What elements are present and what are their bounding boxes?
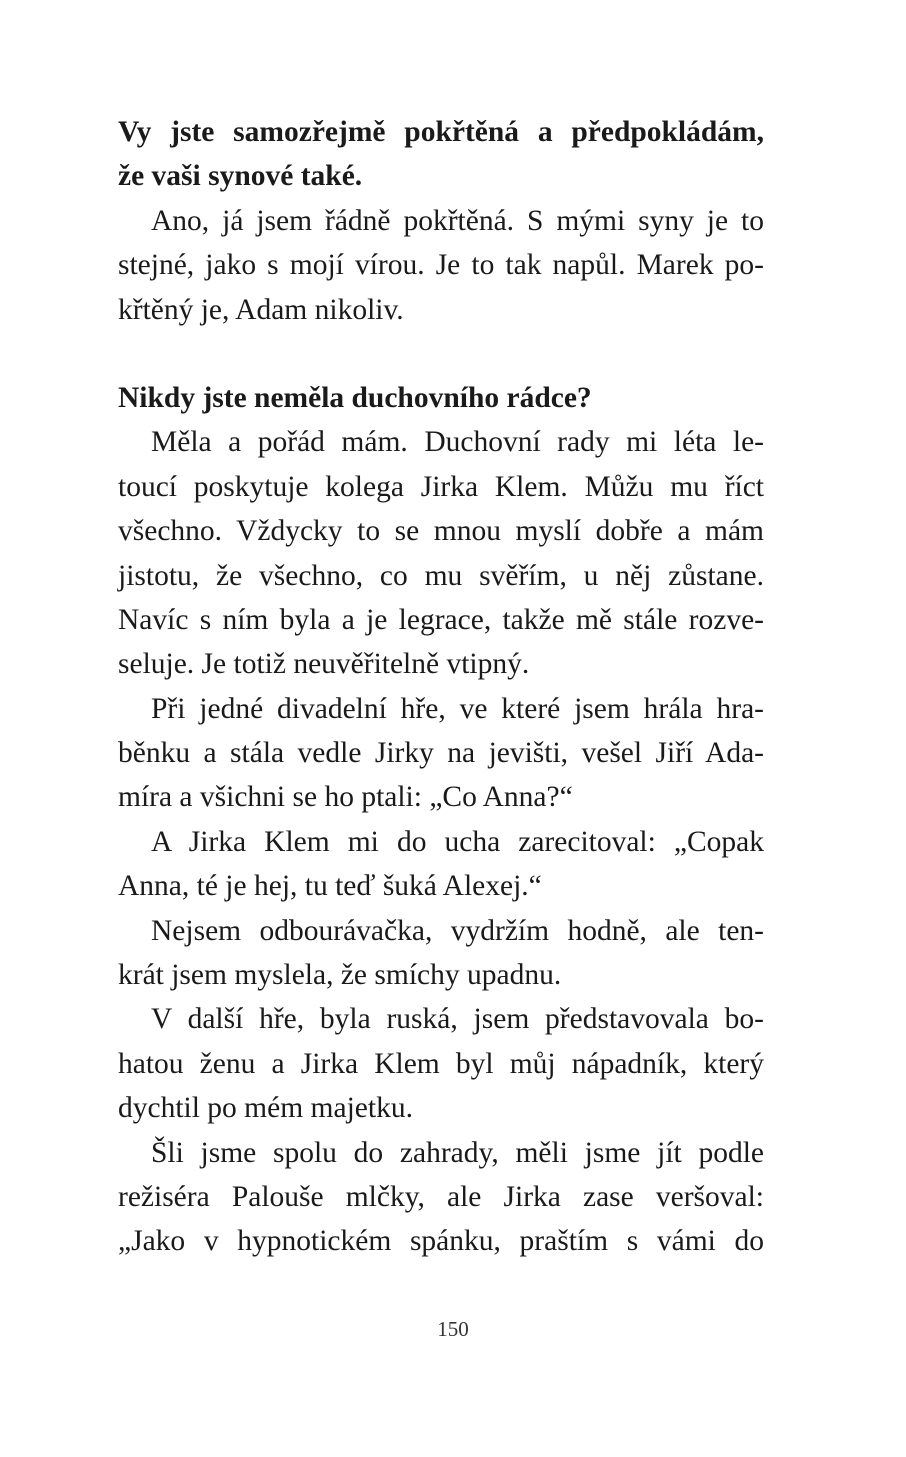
text-line: Šli jsme spolu do zahrady, měli jsme jít podle bbox=[151, 1136, 764, 1169]
text-line: „Jako v hypnotickém spánku, praštím s vámi do bbox=[118, 1225, 764, 1258]
text-line: Nejsem odbourávačka, vydržím hodně, ale ten- bbox=[151, 914, 764, 947]
answer-paragraph bbox=[118, 420, 764, 686]
answer-paragraph bbox=[118, 199, 764, 332]
text-line: krát jsem myslela, že smíchy upadnu. bbox=[118, 959, 562, 992]
text-line: Navíc s ním byla a je legrace, takže mě stále rozve- bbox=[118, 603, 764, 636]
text-line: dychtil po mém majetku. bbox=[118, 1092, 413, 1125]
text-line: Při jedné divadelní hře, ve které jsem hrála hra- bbox=[151, 692, 764, 725]
page-number: 150 bbox=[437, 1317, 469, 1341]
text-line: V další hře, byla ruská, jsem představovala bo- bbox=[151, 1003, 764, 1036]
answer-paragraph bbox=[118, 1131, 764, 1264]
text-line: stejné, jako s mojí vírou. Je to tak napůl. Marek po- bbox=[118, 249, 764, 282]
answer-paragraph bbox=[118, 820, 764, 909]
text-line: hatou ženu a Jirka Klem byl můj nápadník, který bbox=[118, 1047, 764, 1080]
answer-paragraph bbox=[118, 909, 764, 998]
text-line: Nikdy jste neměla duchovního rádce? bbox=[118, 381, 592, 414]
answer-paragraph bbox=[118, 997, 764, 1130]
text-line: A Jirka Klem mi do ucha zarecitoval: „Copak bbox=[151, 825, 764, 858]
interview-question bbox=[118, 376, 764, 420]
text-line: toucí poskytuje kolega Jirka Klem. Můžu mu říct bbox=[118, 470, 764, 503]
text-line: že vaši synové také. bbox=[118, 160, 363, 193]
text-line: režiséra Palouše mlčky, ale Jirka zase veršoval: bbox=[118, 1180, 764, 1213]
text-line: míra a všichni se ho ptali: „Co Anna?“ bbox=[118, 781, 573, 814]
text-line: Vy jste samozřejmě pokřtěná a předpokládám, bbox=[118, 116, 764, 148]
text-line: všechno. Vždycky to se mnou myslí dobře a mám bbox=[118, 515, 764, 548]
text-line: Anna, té je hej, tu teď šuká Alexej.“ bbox=[118, 870, 542, 903]
text-line: seluje. Je totiž neuvěřitelně vtipný. bbox=[118, 648, 530, 681]
interview-question bbox=[118, 110, 764, 199]
text-line: běnku a stála vedle Jirky na jevišti, vešel Jiří Ada- bbox=[118, 737, 764, 770]
text-line: jistotu, že všechno, co mu svěřím, u něj zůstane. bbox=[118, 559, 764, 592]
text-line: Měla a pořád mám. Duchovní rady mi léta le- bbox=[151, 426, 764, 459]
book-page-text bbox=[118, 110, 764, 1264]
answer-paragraph bbox=[118, 687, 764, 820]
text-line: Ano, já jsem řádně pokřtěná. S mými syny je to bbox=[151, 204, 764, 237]
text-line: křtěný je, Adam nikoliv. bbox=[118, 293, 404, 326]
